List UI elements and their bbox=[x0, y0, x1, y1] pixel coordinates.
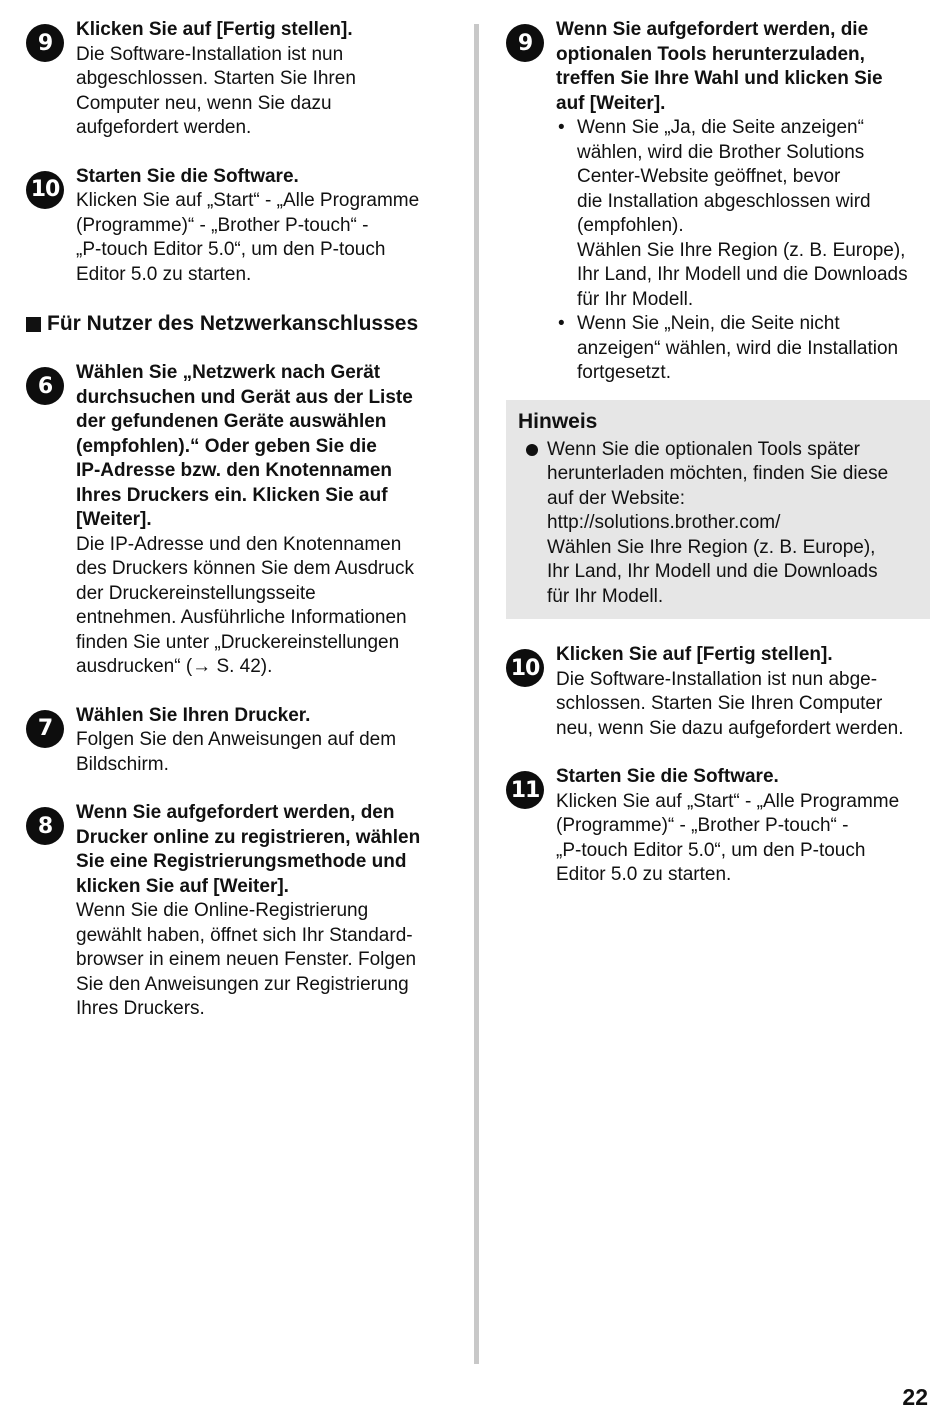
step-title: Starten Sie die Software. bbox=[76, 165, 299, 187]
bullet-line: Ihr Land, Ihr Modell und die Downloads bbox=[577, 264, 908, 285]
body-line: der Druckereinstellungsseite bbox=[76, 582, 316, 604]
step-title: Wählen Sie Ihren Drucker. bbox=[76, 704, 311, 726]
step-10-left bbox=[26, 165, 451, 288]
title-line: Wenn Sie aufgefordert werden, die bbox=[556, 19, 869, 40]
step-number-badge: 9 bbox=[506, 24, 544, 62]
list-item bbox=[556, 312, 930, 386]
step-number-badge: 10 bbox=[506, 649, 544, 687]
page-number: 22 bbox=[902, 1384, 928, 1410]
bullet-line: Wenn Sie „Nein, die Seite nicht bbox=[577, 313, 840, 334]
note-line: auf der Website: bbox=[547, 487, 686, 509]
step-11-right bbox=[506, 765, 930, 888]
right-column bbox=[506, 18, 930, 888]
bullet-line: Center-Website geöffnet, bevor bbox=[577, 166, 841, 187]
step-9-left bbox=[26, 18, 451, 141]
body-line: browser in einem neuen Fenster. Folgen bbox=[76, 949, 417, 970]
step-body bbox=[76, 899, 451, 1022]
body-line: „P-touch Editor 5.0“, um den P-touch bbox=[556, 839, 866, 861]
bullet-icon: • bbox=[558, 117, 565, 138]
body-line: schlossen. Starten Sie Ihren Computer bbox=[556, 693, 883, 714]
left-column bbox=[26, 18, 451, 1022]
body-line: abgeschlossen. Starten Sie Ihren bbox=[76, 68, 356, 89]
body-line: Die IP-Adresse und den Knotennamen bbox=[76, 533, 402, 555]
title-line: IP-Adresse bzw. den Knotennamen bbox=[76, 460, 393, 481]
step-body bbox=[76, 189, 451, 287]
body-line: finden Sie unter „Druckereinstellungen bbox=[76, 631, 400, 653]
body-line: Editor 5.0 zu starten. bbox=[76, 263, 252, 285]
body-line: Bildschirm. bbox=[76, 753, 169, 775]
title-line: auf [Weiter]. bbox=[556, 92, 666, 114]
step-6-left bbox=[26, 361, 451, 680]
body-line: gewählt haben, öffnet sich Ihr Standard- bbox=[76, 924, 413, 946]
body-line: Die Software-Installation ist nun bbox=[76, 43, 344, 65]
body-line: Klicken Sie auf „Start“ - „Alle Programme bbox=[556, 790, 900, 812]
note-title: Hinweis bbox=[518, 409, 598, 433]
bullet-line: Wählen Sie Ihre Region (z. B. Europe), bbox=[577, 239, 906, 261]
title-line: der gefundenen Geräte auswählen bbox=[76, 411, 387, 432]
column-divider bbox=[474, 24, 479, 1364]
step-title: Klicken Sie auf [Fertig stellen]. bbox=[76, 19, 353, 40]
note-box bbox=[506, 400, 930, 620]
body-line: neu, wenn Sie dazu aufgefordert werden. bbox=[556, 717, 904, 739]
section-heading bbox=[26, 311, 451, 337]
round-bullet-icon bbox=[526, 444, 538, 456]
body-line: (Programme)“ - „Brother P-touch“ - bbox=[556, 815, 849, 836]
body-line: des Druckers können Sie dem Ausdruck bbox=[76, 558, 414, 579]
website-link[interactable]: http://solutions.brother.com/ bbox=[547, 512, 781, 533]
title-line: Sie eine Registrierungsmethode und bbox=[76, 851, 407, 872]
body-line: Editor 5.0 zu starten. bbox=[556, 864, 732, 885]
bullet-line: für Ihr Modell. bbox=[577, 288, 694, 310]
step-title bbox=[556, 18, 930, 116]
bullet-line: die Installation abgeschlossen wird bbox=[577, 190, 871, 212]
title-line: optionalen Tools herunterzuladen, bbox=[556, 43, 865, 65]
body-line: Klicken Sie auf „Start“ - „Alle Programme bbox=[76, 190, 420, 211]
step-number-badge: 11 bbox=[506, 771, 544, 809]
step-body bbox=[556, 790, 930, 888]
step-body bbox=[556, 668, 930, 742]
bullet-line: wählen, wird die Brother Solutions bbox=[577, 141, 865, 163]
option-list bbox=[556, 116, 930, 386]
title-line: klicken Sie auf [Weiter]. bbox=[76, 875, 289, 897]
body-line: Ihres Druckers. bbox=[76, 998, 205, 1019]
body-line: „P-touch Editor 5.0“, um den P-touch bbox=[76, 239, 386, 260]
bullet-line: Wenn Sie „Ja, die Seite anzeigen“ bbox=[577, 117, 864, 138]
title-line: Drucker online zu registrieren, wählen bbox=[76, 826, 421, 848]
body-line: Computer neu, wenn Sie dazu bbox=[76, 92, 332, 114]
step-title bbox=[76, 361, 451, 533]
title-line: Wählen Sie „Netzwerk nach Gerät bbox=[76, 362, 381, 383]
note-line: für Ihr Modell. bbox=[547, 585, 664, 607]
step-number-badge: 8 bbox=[26, 807, 64, 845]
bullet-line: fortgesetzt. bbox=[577, 362, 671, 383]
step-7-left bbox=[26, 704, 451, 778]
step-number-badge: 9 bbox=[26, 24, 64, 62]
body-line: (Programme)“ - „Brother P-touch“ - bbox=[76, 214, 369, 236]
step-body bbox=[76, 728, 451, 777]
square-bullet-icon bbox=[26, 317, 41, 332]
body-line: ausdrucken“ (→ S. 42). bbox=[76, 656, 273, 677]
title-line: Ihres Druckers ein. Klicken Sie auf bbox=[76, 484, 388, 506]
step-9-right bbox=[506, 18, 930, 386]
body-line: Folgen Sie den Anweisungen auf dem bbox=[76, 729, 397, 750]
step-number-badge: 7 bbox=[26, 710, 64, 748]
bullet-icon: • bbox=[558, 313, 565, 334]
bullet-line: anzeigen“ wählen, wird die Installation bbox=[577, 337, 899, 359]
note-line: Wählen Sie Ihre Region (z. B. Europe), bbox=[547, 536, 876, 558]
note-item bbox=[518, 438, 918, 610]
note-line: herunterladen möchten, finden Sie diese bbox=[547, 463, 889, 484]
step-title: Starten Sie die Software. bbox=[556, 766, 779, 787]
title-line: (empfohlen).“ Oder geben Sie die bbox=[76, 435, 377, 457]
step-title: Klicken Sie auf [Fertig stellen]. bbox=[556, 644, 833, 665]
step-body bbox=[76, 533, 451, 680]
title-line: Wenn Sie aufgefordert werden, den bbox=[76, 802, 395, 823]
body-line: Wenn Sie die Online-Registrierung bbox=[76, 900, 369, 921]
note-line: Ihr Land, Ihr Modell und die Downloads bbox=[547, 561, 878, 582]
body-line: Sie den Anweisungen zur Registrierung bbox=[76, 973, 409, 995]
step-body bbox=[76, 43, 451, 141]
step-10-right bbox=[506, 643, 930, 741]
step-number-badge: 6 bbox=[26, 367, 64, 405]
step-number-badge: 10 bbox=[26, 171, 64, 209]
title-line: treffen Sie Ihre Wahl und klicken Sie bbox=[556, 68, 883, 89]
body-line: entnehmen. Ausführliche Informationen bbox=[76, 607, 407, 628]
step-8-left bbox=[26, 801, 451, 1022]
title-line: [Weiter]. bbox=[76, 509, 152, 530]
section-heading-text: Für Nutzer des Netzwerkanschlusses bbox=[47, 312, 419, 335]
step-title bbox=[76, 801, 451, 899]
body-line: Die Software-Installation ist nun abge- bbox=[556, 668, 878, 690]
note-line: Wenn Sie die optionalen Tools später bbox=[547, 438, 861, 460]
body-line: aufgefordert werden. bbox=[76, 117, 252, 138]
title-line: durchsuchen und Gerät aus der Liste bbox=[76, 386, 413, 408]
list-item bbox=[556, 116, 930, 312]
bullet-line: (empfohlen). bbox=[577, 215, 684, 236]
